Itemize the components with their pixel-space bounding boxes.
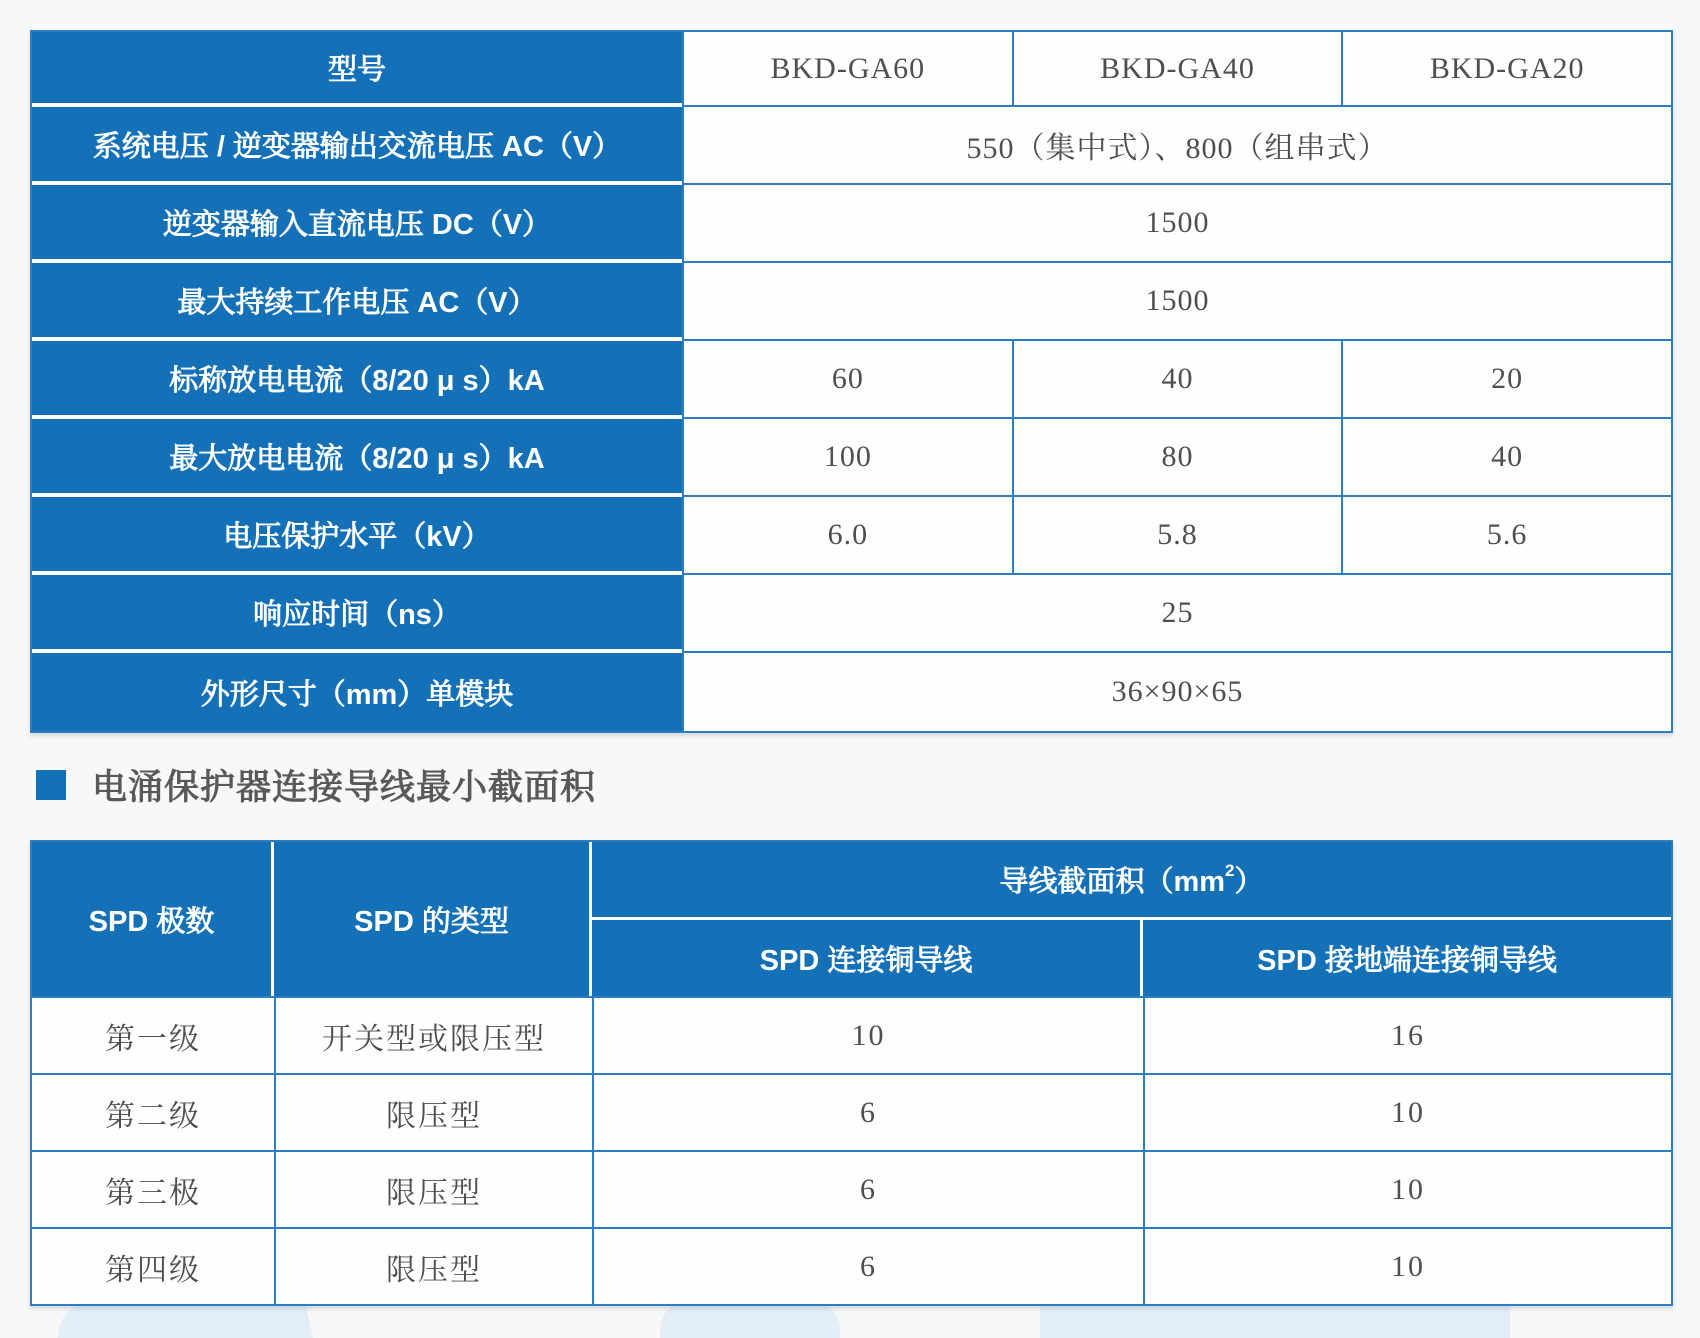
spec-row-values xyxy=(682,263,1671,341)
spd-data-cell: 限压型 xyxy=(274,1150,592,1227)
spd-data-cell: 16 xyxy=(1143,996,1671,1073)
spec-table-row xyxy=(32,341,1671,419)
section-title xyxy=(36,760,596,810)
spec-value-cell: 25 xyxy=(682,575,1671,653)
spd-data-cell: 6 xyxy=(592,1073,1143,1150)
spec-value-cell: 100 xyxy=(682,419,1012,497)
spec-value-cell: 5.6 xyxy=(1341,497,1671,575)
spec-table xyxy=(30,30,1673,733)
spec-row-values xyxy=(682,497,1671,575)
spec-table-row xyxy=(32,653,1671,731)
spd-table xyxy=(30,840,1673,1306)
spec-row-label: 响应时间（ns） xyxy=(32,575,682,653)
spec-row-values xyxy=(682,107,1671,185)
spd-data-cell: 10 xyxy=(1143,1227,1671,1304)
spec-value-cell: 40 xyxy=(1341,419,1671,497)
spec-table-row xyxy=(32,419,1671,497)
spd-header-cross-section-post: ） xyxy=(1234,866,1264,898)
spd-data-cell: 10 xyxy=(1143,1150,1671,1227)
spd-subheader-connect-wire: SPD 连接铜导线 xyxy=(592,920,1143,996)
spec-value-cell: 40 xyxy=(1012,341,1342,419)
spec-value-cell: 60 xyxy=(682,341,1012,419)
spec-value-cell: 5.8 xyxy=(1012,497,1342,575)
spec-value-cell: BKD-GA20 xyxy=(1341,32,1671,107)
spec-value-cell: BKD-GA40 xyxy=(1012,32,1342,107)
spd-data-cell: 10 xyxy=(1143,1073,1671,1150)
spec-value-cell: 80 xyxy=(1012,419,1342,497)
spec-row-label: 逆变器输入直流电压 DC（V） xyxy=(32,185,682,263)
spec-row-label: 外形尺寸（mm）单模块 xyxy=(32,653,682,731)
spd-subheader-ground-wire: SPD 接地端连接铜导线 xyxy=(1143,920,1671,996)
spec-table-row xyxy=(32,575,1671,653)
spec-table-row xyxy=(32,185,1671,263)
spec-value-cell: 1500 xyxy=(682,185,1671,263)
spec-table-row xyxy=(32,107,1671,185)
spd-data-cell: 第三极 xyxy=(32,1150,274,1227)
spd-header-type: SPD 的类型 xyxy=(274,842,592,996)
spec-row-values xyxy=(682,419,1671,497)
spd-header-cross-section-pre: 导线截面积（mm xyxy=(999,866,1226,898)
spec-row-label: 最大持续工作电压 AC（V） xyxy=(32,263,682,341)
spd-data-cell: 第二级 xyxy=(32,1073,274,1150)
spd-header-cross-section: 导线截面积（mm $^2$ ） xyxy=(592,842,1671,920)
spec-value-cell: 1500 xyxy=(682,263,1671,341)
spd-data-cell: 开关型或限压型 xyxy=(274,996,592,1073)
spec-row-label: 电压保护水平（kV） xyxy=(32,497,682,575)
section-title-text: 电涌保护器连接导线最小截面积 xyxy=(92,768,597,807)
spd-data-cell: 6 xyxy=(592,1227,1143,1304)
spec-row-label: 标称放电电流（8/20 μ s）kA xyxy=(32,341,682,419)
spec-row-values xyxy=(682,341,1671,419)
spec-row-label: 最大放电电流（8/20 μ s）kA xyxy=(32,419,682,497)
spd-header-poles: SPD 极数 xyxy=(32,842,274,996)
spec-row-values xyxy=(682,185,1671,263)
spec-row-values xyxy=(682,575,1671,653)
spec-row-values xyxy=(682,653,1671,731)
spd-data-cell: 第一级 xyxy=(32,996,274,1073)
spd-data-cell: 第四级 xyxy=(32,1227,274,1304)
spec-row-label: 型号 xyxy=(32,32,682,107)
spec-value-cell: 550（集中式）、800（组串式） xyxy=(682,107,1671,185)
spec-value-cell: BKD-GA60 xyxy=(682,32,1012,107)
spec-value-cell: 36×90×65 xyxy=(682,653,1671,731)
spec-table-row xyxy=(32,497,1671,575)
spd-data-cell: 限压型 xyxy=(274,1073,592,1150)
spec-table-row xyxy=(32,263,1671,341)
section-bullet-icon xyxy=(36,770,66,800)
spd-data-cell: 6 xyxy=(592,1150,1143,1227)
spec-row-values xyxy=(682,32,1671,107)
spd-data-cell: 10 xyxy=(592,996,1143,1073)
spec-value-cell: 20 xyxy=(1341,341,1671,419)
spec-value-cell: 6.0 xyxy=(682,497,1012,575)
spec-row-label: 系统电压 / 逆变器输出交流电压 AC（V） xyxy=(32,107,682,185)
spec-table-row xyxy=(32,32,1671,107)
spd-data-cell: 限压型 xyxy=(274,1227,592,1304)
